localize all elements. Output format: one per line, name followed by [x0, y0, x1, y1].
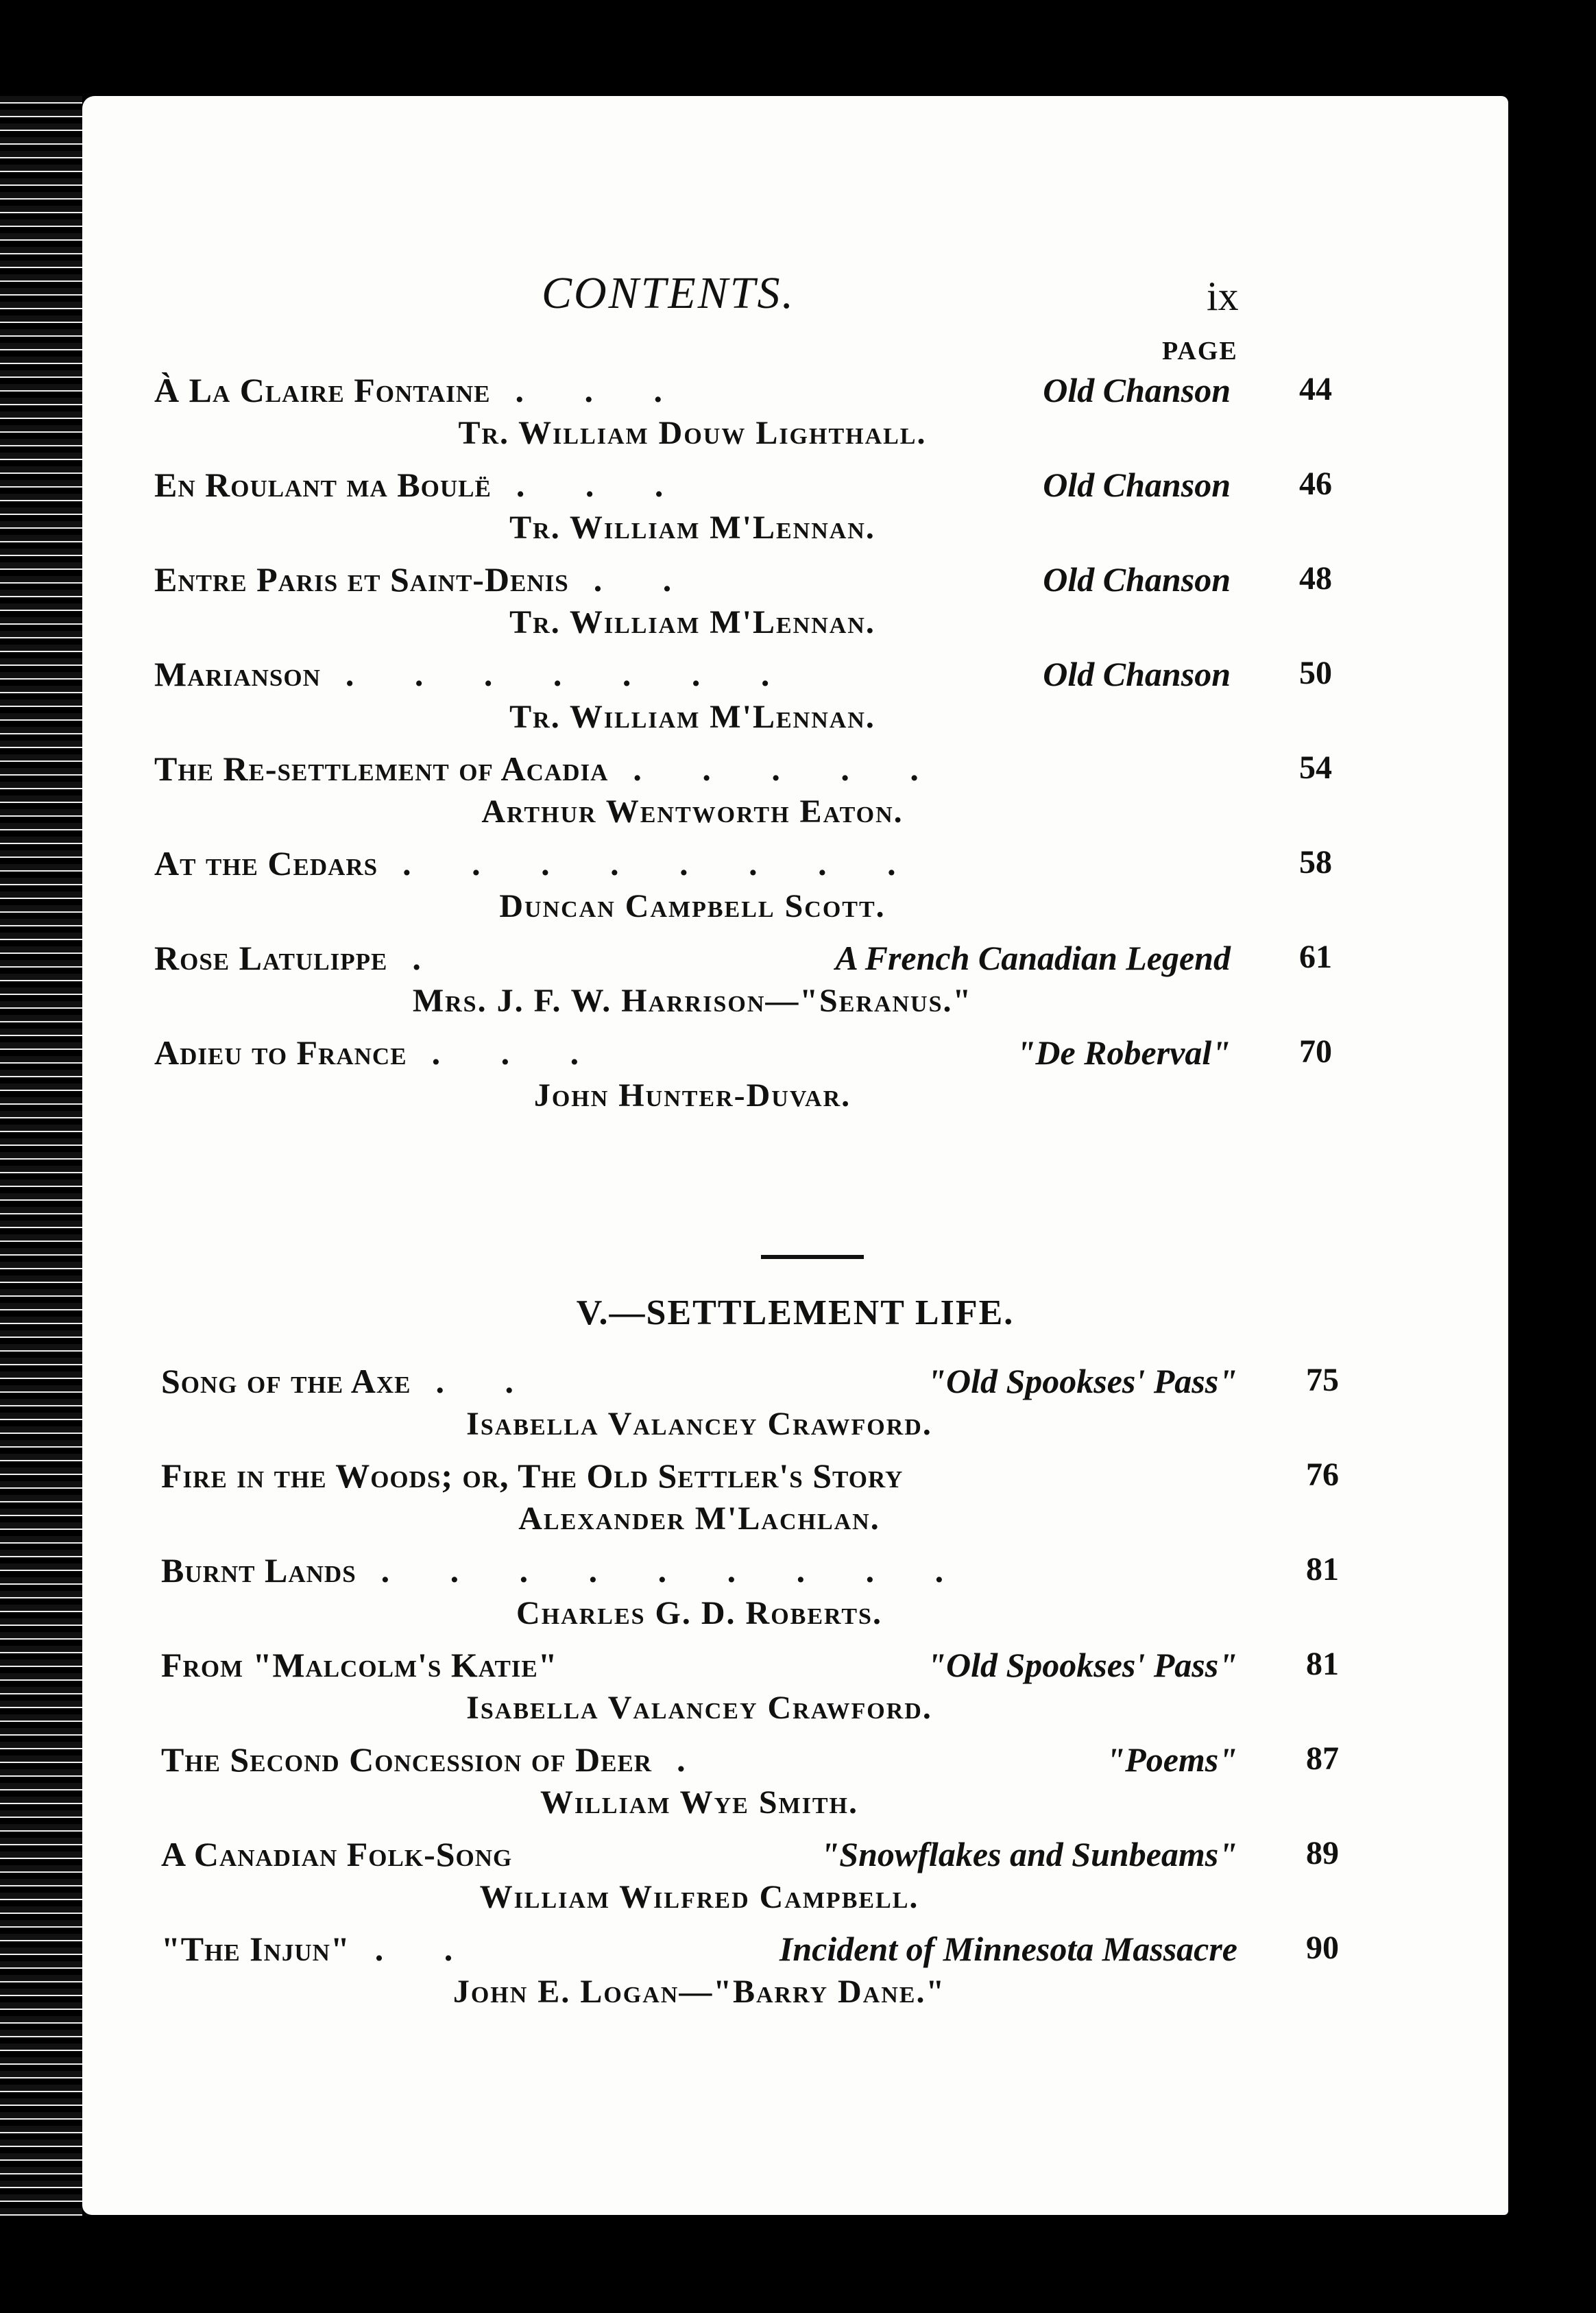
- entry-author: John Hunter-Duvar.: [533, 1077, 851, 1114]
- contents-entry: [161, 1645, 1423, 1740]
- page-title: CONTENTS.: [542, 268, 795, 318]
- entry-title: Adieu to France: [154, 1033, 407, 1072]
- entry-title: En Roulant ma Boulë: [154, 466, 492, 504]
- entry-author: Tr. William M'Lennan.: [509, 510, 875, 546]
- contents-entry: [154, 560, 1416, 654]
- leader-dots: .: [677, 1740, 712, 1779]
- contents-entry: [154, 938, 1416, 1033]
- entry-page: 76: [1306, 1457, 1339, 1493]
- contents-list: [154, 370, 1416, 1127]
- leader-dots: . . .: [431, 1033, 605, 1072]
- contents-entry: [154, 843, 1416, 938]
- leader-dots: . . . . . . . .: [402, 844, 922, 883]
- leader-dots: . . . . . . .: [345, 655, 796, 693]
- entry-page: 44: [1299, 371, 1332, 407]
- contents-list-section-v: [161, 1361, 1423, 2024]
- entry-title: Burnt Lands: [161, 1551, 356, 1590]
- book-spine-edge: [0, 96, 82, 2222]
- entry-title: Rose Latulippe: [154, 939, 388, 977]
- entry-source: Old Chanson: [1043, 371, 1231, 409]
- entry-author: Mrs. J. F. W. Harrison—"Seranus.": [412, 983, 973, 1019]
- entry-title: Fire in the Woods; or, The Old Settler's Story: [161, 1457, 904, 1495]
- contents-entry: [154, 749, 1416, 843]
- entry-page: 81: [1306, 1551, 1339, 1587]
- entry-title: Song of the Axe: [161, 1362, 411, 1400]
- entry-source: Old Chanson: [1043, 466, 1231, 504]
- contents-entry: [161, 1550, 1423, 1645]
- leader-dots: . .: [374, 1930, 479, 1968]
- entry-title: At the Cedars: [154, 844, 378, 883]
- entry-author: William Wye Smith.: [540, 1784, 858, 1821]
- leader-dots: . .: [435, 1362, 540, 1400]
- entry-title: À La Claire Fontaine: [154, 371, 491, 409]
- entry-page: 87: [1306, 1740, 1339, 1777]
- entry-title: The Re-settlement of Acadia: [154, 750, 609, 788]
- entry-page: 48: [1299, 560, 1332, 597]
- entry-author: Tr. William M'Lennan.: [509, 699, 875, 735]
- entry-page: 61: [1299, 939, 1332, 975]
- entry-author: Charles G. D. Roberts.: [516, 1595, 882, 1631]
- entry-source: Old Chanson: [1043, 655, 1231, 693]
- entry-title: Marianson: [154, 655, 321, 693]
- entry-page: 81: [1306, 1646, 1339, 1682]
- entry-author: Tr. William Douw Lighthall.: [458, 415, 927, 451]
- contents-entry: [161, 1361, 1423, 1456]
- leader-dots: . .: [593, 560, 698, 599]
- entry-source: Old Chanson: [1043, 560, 1231, 599]
- entry-page: 46: [1299, 466, 1332, 502]
- section-heading: V.—SETTLEMENT LIFE.: [576, 1293, 1015, 1332]
- entry-author: Duncan Campbell Scott.: [499, 888, 886, 924]
- contents-entry: [161, 1929, 1423, 2024]
- entry-author: Alexander M'Lachlan.: [518, 1500, 880, 1537]
- entry-source: "Snowflakes and Sunbeams": [820, 1835, 1237, 1873]
- contents-entry: [154, 654, 1416, 749]
- entry-title: Entre Paris et Saint-Denis: [154, 560, 569, 599]
- entry-author: Tr. William M'Lennan.: [509, 604, 875, 640]
- book-page: [82, 96, 1508, 2215]
- leader-dots: . . .: [516, 466, 690, 504]
- entry-author: Isabella Valancey Crawford.: [466, 1690, 932, 1726]
- entry-title: From "Malcolm's Katie": [161, 1646, 558, 1684]
- leader-dots: . . . . .: [633, 750, 945, 788]
- contents-entry: [154, 1033, 1416, 1127]
- entry-page: 70: [1299, 1033, 1332, 1070]
- section-divider: [761, 1255, 864, 1259]
- contents-entry: [154, 465, 1416, 560]
- entry-source: "Old Spookses' Pass": [927, 1646, 1237, 1684]
- entry-author: John E. Logan—"Barry Dane.": [452, 1974, 946, 2010]
- entry-source: "Old Spookses' Pass": [927, 1362, 1237, 1400]
- entry-author: Arthur Wentworth Eaton.: [481, 793, 904, 830]
- entry-page: 89: [1306, 1835, 1339, 1871]
- contents-entry: [154, 370, 1416, 465]
- contents-entry: [161, 1834, 1423, 1929]
- contents-entry: [161, 1456, 1423, 1550]
- contents-entry: [161, 1740, 1423, 1834]
- entry-page: 54: [1299, 750, 1332, 786]
- entry-title: A Canadian Folk-Song: [161, 1835, 513, 1873]
- entry-author: Isabella Valancey Crawford.: [466, 1406, 932, 1442]
- entry-source: Incident of Minnesota Massacre: [779, 1930, 1237, 1968]
- entry-title: The Second Concession of Deer: [161, 1740, 653, 1779]
- entry-page: 75: [1306, 1362, 1339, 1398]
- leader-dots: . . . . . . . . .: [380, 1551, 970, 1590]
- entry-title: "The Injun": [161, 1930, 350, 1968]
- running-head: [82, 267, 1508, 336]
- entry-source: A French Canadian Legend: [835, 939, 1231, 977]
- leader-dots: .: [412, 939, 447, 977]
- entry-page: 50: [1299, 655, 1332, 691]
- page-column-label: PAGE: [1162, 337, 1238, 365]
- leader-dots: . . .: [515, 371, 689, 409]
- entry-page: 58: [1299, 844, 1332, 880]
- entry-source: "Poems": [1106, 1740, 1237, 1779]
- entry-page: 90: [1306, 1930, 1339, 1966]
- entry-source: "De Roberval": [1016, 1033, 1231, 1072]
- entry-author: William Wilfred Campbell.: [479, 1879, 919, 1915]
- page-number: ix: [1207, 274, 1239, 319]
